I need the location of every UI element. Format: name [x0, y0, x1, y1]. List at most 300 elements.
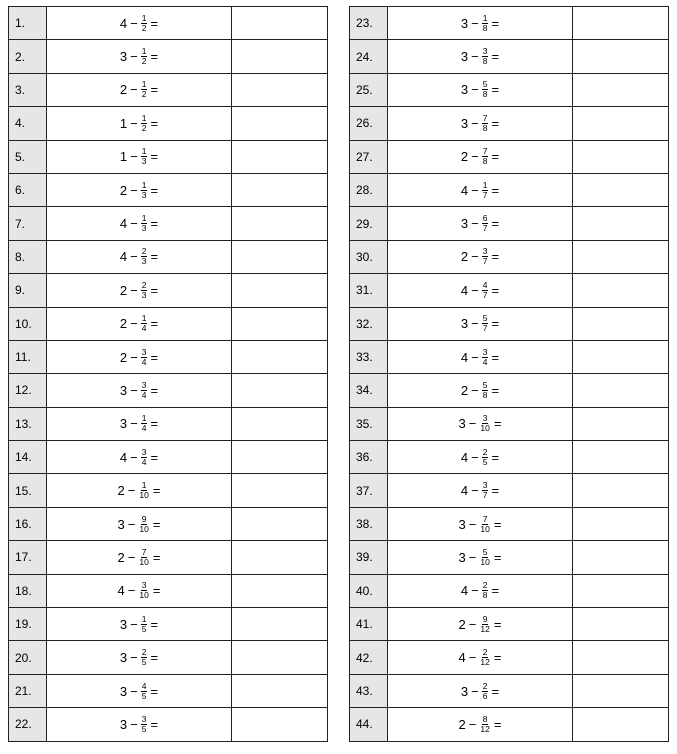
numerator: 3 — [482, 246, 488, 257]
whole-number: 4 — [460, 583, 469, 599]
problem-number: 19. — [9, 608, 47, 641]
problem-expression — [388, 140, 573, 173]
answer-cell[interactable] — [573, 407, 669, 440]
denominator: 10 — [480, 523, 490, 534]
whole-number: 2 — [117, 549, 125, 565]
answer-cell[interactable] — [573, 708, 669, 741]
answer-cell[interactable] — [573, 274, 669, 307]
equals-sign: = — [491, 182, 500, 198]
denominator: 2 — [141, 89, 147, 100]
equals-sign: = — [150, 182, 159, 198]
minus-sign: − — [130, 249, 138, 265]
answer-cell[interactable] — [232, 340, 328, 373]
answer-cell[interactable] — [232, 73, 328, 106]
fraction — [482, 281, 489, 300]
fraction — [141, 14, 148, 33]
problem-number: 43. — [350, 674, 388, 707]
minus-sign: − — [127, 516, 136, 532]
minus-sign: − — [471, 349, 479, 365]
equals-sign: = — [150, 449, 159, 465]
equals-sign: = — [491, 149, 500, 165]
problem-number: 30. — [350, 240, 388, 273]
equals-sign: = — [491, 15, 500, 31]
whole-number: 3 — [460, 115, 469, 131]
numerator: 7 — [482, 513, 488, 524]
answer-cell[interactable] — [232, 708, 328, 741]
denominator: 3 — [141, 223, 147, 234]
whole-number: 3 — [460, 49, 469, 65]
problem-row — [9, 507, 328, 540]
problem-row — [350, 474, 669, 507]
problem-row — [350, 107, 669, 140]
problem-number: 36. — [350, 441, 388, 474]
numerator: 2 — [482, 680, 488, 691]
fraction — [479, 715, 490, 734]
denominator: 3 — [141, 256, 147, 267]
answer-cell[interactable] — [232, 441, 328, 474]
problem-expression — [388, 441, 573, 474]
minus-sign: − — [468, 650, 477, 666]
denominator: 8 — [482, 22, 488, 33]
fraction — [482, 114, 489, 133]
problem-number: 23. — [350, 7, 388, 40]
numerator: 7 — [482, 146, 488, 157]
problem-row — [9, 608, 328, 641]
problem-expression — [47, 374, 232, 407]
problem-number: 33. — [350, 340, 388, 373]
problem-number: 24. — [350, 40, 388, 73]
problem-number: 16. — [9, 507, 47, 540]
answer-cell[interactable] — [573, 173, 669, 206]
minus-sign: − — [130, 716, 138, 732]
numerator: 1 — [141, 480, 147, 491]
minus-sign: − — [471, 316, 479, 332]
problem-number: 31. — [350, 274, 388, 307]
minus-sign: − — [130, 449, 138, 465]
denominator: 2 — [141, 22, 147, 33]
answer-cell[interactable] — [573, 474, 669, 507]
answer-cell[interactable] — [573, 140, 669, 173]
problem-expression — [47, 407, 232, 440]
problem-number: 15. — [9, 474, 47, 507]
minus-sign: − — [130, 82, 138, 98]
whole-number: 3 — [119, 382, 128, 398]
whole-number: 4 — [458, 650, 466, 666]
problem-table-right — [349, 6, 669, 742]
problem-expression — [47, 608, 232, 641]
problem-row — [9, 674, 328, 707]
equals-sign: = — [491, 683, 500, 699]
answer-cell[interactable] — [232, 474, 328, 507]
whole-number: 2 — [119, 282, 128, 298]
problem-number: 10. — [9, 307, 47, 340]
whole-number: 3 — [460, 683, 469, 699]
minus-sign: − — [130, 316, 138, 332]
problem-row — [350, 608, 669, 641]
problem-expression — [47, 40, 232, 73]
problem-expression — [388, 407, 573, 440]
whole-number: 3 — [460, 15, 469, 31]
equals-sign: = — [491, 216, 500, 232]
whole-number: 3 — [119, 616, 128, 632]
problem-row — [350, 708, 669, 741]
problem-expression — [388, 107, 573, 140]
whole-number: 4 — [119, 449, 128, 465]
minus-sign: − — [471, 149, 479, 165]
minus-sign: − — [471, 583, 479, 599]
whole-number: 2 — [458, 716, 466, 732]
answer-cell[interactable] — [573, 73, 669, 106]
equals-sign: = — [152, 483, 161, 499]
minus-sign: − — [130, 349, 138, 365]
whole-number: 1 — [119, 149, 128, 165]
problem-row — [9, 407, 328, 440]
denominator: 2 — [141, 56, 147, 67]
equals-sign: = — [491, 382, 500, 398]
whole-number: 3 — [460, 82, 469, 98]
numerator: 2 — [482, 580, 488, 591]
answer-cell[interactable] — [232, 674, 328, 707]
numerator: 7 — [482, 112, 488, 123]
problem-row — [350, 541, 669, 574]
denominator: 5 — [141, 690, 147, 701]
answer-cell[interactable] — [232, 173, 328, 206]
problem-number: 18. — [9, 574, 47, 607]
minus-sign: − — [471, 115, 479, 131]
fraction — [479, 648, 490, 667]
fraction — [482, 80, 489, 99]
problem-row — [350, 7, 669, 40]
problem-row — [9, 374, 328, 407]
problem-number: 5. — [9, 140, 47, 173]
fraction — [482, 682, 489, 701]
answer-cell[interactable] — [573, 240, 669, 273]
problem-expression — [388, 7, 573, 40]
problem-expression — [388, 641, 573, 674]
problem-expression — [388, 474, 573, 507]
problem-number: 42. — [350, 641, 388, 674]
problem-expression — [388, 73, 573, 106]
fraction — [138, 548, 149, 567]
whole-number: 1 — [119, 115, 128, 131]
numerator: 2 — [141, 647, 147, 658]
problem-expression — [388, 608, 573, 641]
denominator: 4 — [482, 356, 488, 367]
problem-row — [9, 240, 328, 273]
problem-expression — [47, 674, 232, 707]
fraction — [482, 581, 489, 600]
numerator: 3 — [482, 46, 488, 57]
minus-sign: − — [468, 516, 477, 532]
problem-number: 8. — [9, 240, 47, 273]
minus-sign: − — [130, 216, 138, 232]
problem-expression — [47, 307, 232, 340]
answer-cell[interactable] — [573, 641, 669, 674]
minus-sign: − — [471, 49, 479, 65]
numerator: 1 — [141, 213, 147, 224]
answer-cell[interactable] — [232, 541, 328, 574]
problem-row — [350, 674, 669, 707]
answer-cell[interactable] — [573, 207, 669, 240]
answer-cell[interactable] — [573, 307, 669, 340]
answer-cell[interactable] — [573, 608, 669, 641]
whole-number: 3 — [458, 416, 466, 432]
problem-number: 3. — [9, 73, 47, 106]
equals-sign: = — [491, 282, 500, 298]
whole-number: 3 — [460, 216, 469, 232]
problem-row — [9, 7, 328, 40]
minus-sign: − — [468, 716, 477, 732]
numerator: 1 — [482, 12, 488, 23]
denominator: 4 — [141, 423, 147, 434]
whole-number: 2 — [119, 349, 128, 365]
answer-cell[interactable] — [573, 441, 669, 474]
denominator: 10 — [480, 423, 490, 434]
fraction — [141, 281, 148, 300]
fraction — [482, 481, 489, 500]
answer-cell[interactable] — [573, 340, 669, 373]
problem-row — [9, 307, 328, 340]
minus-sign: − — [130, 616, 138, 632]
problem-row — [350, 140, 669, 173]
equals-sign: = — [152, 549, 161, 565]
answer-cell[interactable] — [232, 641, 328, 674]
numerator: 1 — [141, 146, 147, 157]
problem-expression — [388, 207, 573, 240]
answer-cell[interactable] — [232, 207, 328, 240]
denominator: 4 — [141, 456, 147, 467]
problem-number: 29. — [350, 207, 388, 240]
problem-row — [9, 474, 328, 507]
problem-row — [9, 641, 328, 674]
problem-row — [9, 173, 328, 206]
problem-expression — [47, 107, 232, 140]
equals-sign: = — [150, 349, 159, 365]
whole-number: 4 — [460, 483, 469, 499]
fraction — [482, 448, 489, 467]
whole-number: 2 — [458, 616, 466, 632]
problem-row — [9, 207, 328, 240]
answer-cell[interactable] — [573, 107, 669, 140]
minus-sign: − — [471, 15, 479, 31]
denominator: 12 — [480, 623, 490, 634]
problem-number: 20. — [9, 641, 47, 674]
equals-sign: = — [491, 82, 500, 98]
problem-expression — [388, 507, 573, 540]
answer-cell[interactable] — [232, 608, 328, 641]
fraction — [479, 548, 490, 567]
problem-expression — [47, 541, 232, 574]
answer-cell[interactable] — [232, 240, 328, 273]
problem-number: 32. — [350, 307, 388, 340]
problem-number: 4. — [9, 107, 47, 140]
answer-cell[interactable] — [573, 541, 669, 574]
fraction — [141, 247, 148, 266]
minus-sign: − — [127, 583, 136, 599]
answer-cell[interactable] — [232, 374, 328, 407]
numerator: 3 — [141, 713, 147, 724]
problem-number: 14. — [9, 441, 47, 474]
minus-sign: − — [471, 449, 479, 465]
fraction — [141, 414, 148, 433]
numerator: 5 — [482, 313, 488, 324]
numerator: 3 — [141, 379, 147, 390]
answer-cell[interactable] — [232, 40, 328, 73]
equals-sign: = — [150, 115, 159, 131]
problem-expression — [47, 274, 232, 307]
equals-sign: = — [493, 650, 502, 666]
equals-sign: = — [150, 82, 159, 98]
whole-number: 3 — [119, 716, 128, 732]
problem-row — [9, 541, 328, 574]
whole-number: 4 — [119, 15, 128, 31]
answer-cell[interactable] — [232, 107, 328, 140]
problem-expression — [47, 641, 232, 674]
numerator: 5 — [482, 546, 488, 557]
problem-number: 44. — [350, 708, 388, 741]
denominator: 7 — [482, 189, 488, 200]
numerator: 1 — [141, 79, 147, 90]
problem-number: 21. — [9, 674, 47, 707]
problem-number: 39. — [350, 541, 388, 574]
denominator: 12 — [480, 723, 490, 734]
equals-sign: = — [491, 115, 500, 131]
whole-number: 2 — [117, 483, 125, 499]
equals-sign: = — [150, 382, 159, 398]
equals-sign: = — [150, 716, 159, 732]
minus-sign: − — [471, 282, 479, 298]
problem-expression — [388, 340, 573, 373]
whole-number: 4 — [119, 216, 128, 232]
answer-cell[interactable] — [573, 374, 669, 407]
problem-row — [350, 574, 669, 607]
minus-sign: − — [130, 115, 138, 131]
fraction — [482, 47, 489, 66]
problem-row — [9, 441, 328, 474]
problem-number: 40. — [350, 574, 388, 607]
minus-sign: − — [471, 683, 479, 699]
answer-cell[interactable] — [573, 7, 669, 40]
answer-cell[interactable] — [573, 574, 669, 607]
fraction — [141, 314, 148, 333]
numerator: 7 — [141, 546, 147, 557]
problem-row — [350, 274, 669, 307]
minus-sign: − — [471, 382, 479, 398]
problem-number: 13. — [9, 407, 47, 440]
problem-number: 27. — [350, 140, 388, 173]
problem-expression — [47, 708, 232, 741]
numerator: 1 — [482, 179, 488, 190]
fraction — [482, 381, 489, 400]
answer-cell[interactable] — [232, 407, 328, 440]
problem-expression — [47, 340, 232, 373]
fraction — [482, 348, 489, 367]
numerator: 3 — [482, 413, 488, 424]
minus-sign: − — [130, 416, 138, 432]
whole-number: 4 — [119, 249, 128, 265]
problem-number: 35. — [350, 407, 388, 440]
numerator: 3 — [141, 580, 147, 591]
problem-expression — [388, 173, 573, 206]
numerator: 1 — [141, 46, 147, 57]
whole-number: 3 — [119, 49, 128, 65]
problem-row — [9, 340, 328, 373]
answer-cell[interactable] — [573, 40, 669, 73]
equals-sign: = — [150, 650, 159, 666]
answer-cell[interactable] — [232, 274, 328, 307]
problem-expression — [388, 574, 573, 607]
problem-row — [350, 240, 669, 273]
denominator: 5 — [482, 456, 488, 467]
problem-row — [350, 641, 669, 674]
answer-cell[interactable] — [573, 674, 669, 707]
problem-row — [350, 374, 669, 407]
whole-number: 3 — [119, 683, 128, 699]
denominator: 8 — [482, 122, 488, 133]
answer-cell[interactable] — [232, 140, 328, 173]
fraction — [141, 114, 148, 133]
equals-sign: = — [150, 216, 159, 232]
problem-row — [9, 274, 328, 307]
problem-row — [9, 73, 328, 106]
answer-cell[interactable] — [232, 7, 328, 40]
denominator: 8 — [482, 590, 488, 601]
minus-sign: − — [471, 483, 479, 499]
minus-sign: − — [471, 82, 479, 98]
answer-cell[interactable] — [232, 307, 328, 340]
numerator: 2 — [482, 647, 488, 658]
denominator: 10 — [139, 523, 149, 534]
numerator: 2 — [141, 246, 147, 257]
equals-sign: = — [150, 416, 159, 432]
minus-sign: − — [471, 249, 479, 265]
whole-number: 2 — [119, 316, 128, 332]
equals-sign: = — [491, 583, 500, 599]
fraction — [141, 348, 148, 367]
answer-cell[interactable] — [232, 507, 328, 540]
answer-cell[interactable] — [573, 507, 669, 540]
equals-sign: = — [493, 549, 502, 565]
problem-expression — [47, 207, 232, 240]
denominator: 10 — [139, 556, 149, 567]
numerator: 1 — [141, 413, 147, 424]
answer-cell[interactable] — [232, 574, 328, 607]
whole-number: 4 — [460, 349, 469, 365]
denominator: 4 — [141, 356, 147, 367]
problem-number: 2. — [9, 40, 47, 73]
minus-sign: − — [130, 683, 138, 699]
denominator: 2 — [141, 122, 147, 133]
problem-row — [9, 708, 328, 741]
numerator: 9 — [141, 513, 147, 524]
equals-sign: = — [152, 583, 161, 599]
fraction — [138, 515, 149, 534]
minus-sign: − — [471, 182, 479, 198]
fraction — [141, 147, 148, 166]
problem-number: 9. — [9, 274, 47, 307]
problem-expression — [388, 274, 573, 307]
equals-sign: = — [491, 316, 500, 332]
equals-sign: = — [150, 249, 159, 265]
minus-sign: − — [127, 549, 136, 565]
numerator: 1 — [141, 112, 147, 123]
numerator: 9 — [482, 613, 488, 624]
numerator: 5 — [482, 379, 488, 390]
whole-number: 2 — [460, 382, 469, 398]
fraction — [141, 682, 148, 701]
numerator: 1 — [141, 313, 147, 324]
problem-number: 26. — [350, 107, 388, 140]
